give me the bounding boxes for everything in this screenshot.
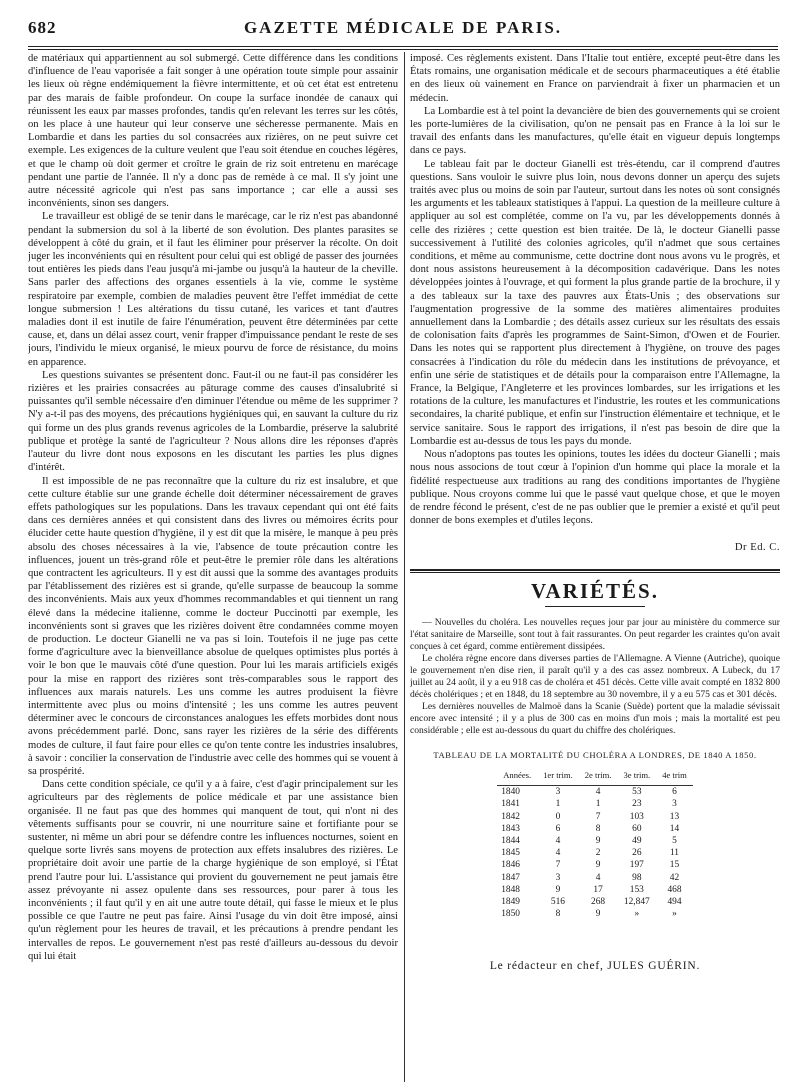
table-row	[497, 872, 693, 884]
value-cell: 4	[555, 835, 561, 846]
editor-signature: Le rédacteur en chef, JULES GUÉRIN.	[489, 960, 701, 973]
varietes-title: VARIÉTÉS.	[531, 578, 659, 603]
left-paragraph: Les questions suivantes se présentent donc. Faut-il ou ne faut-il pas considérer les rizières et les prairies consacrées au pâturage comme des causes d'insalubrité si puissantes qu'il semble nécessaire d'en diminuer l'étendue ou même de les supprimer ? N'y a-t-il pas des moyens, des précautions hygiéniques qui, en sauvant la culture du riz qui forme un des plus grands revenus agricoles de la Lombardie, préserve la salubrité publique et protège la santé de l'agriculteur ? Nous allons dire les réponses d'après l'auteur du livre dont nous exposons en les discutant les parties les plus dignes d'intérêt.	[28, 369, 398, 474]
value-cell: 1	[555, 799, 561, 810]
value-cell: 494	[667, 896, 682, 907]
table-row	[497, 835, 693, 847]
value-cell: 6	[555, 823, 561, 834]
table-row	[497, 847, 693, 859]
year-cell: 1850	[501, 909, 520, 920]
year-cell: 1843	[501, 823, 520, 834]
value-cell: 17	[593, 884, 603, 895]
table-title: TABLEAU DE LA MORTALITÉ DU CHOLÉRA A LONDRES, DE 1840 A 1850.	[433, 749, 757, 760]
value-cell: 42	[669, 872, 680, 883]
journal-title: GAZETTE MÉDICALE DE PARIS.	[243, 18, 563, 37]
left-paragraph: Il est impossible de ne pas reconnaître que la culture du riz est insalubre, et que cette culture établie sur une grande échelle doit déterminer nécessairement de graves effets pathologiques sur les populations. Dans les travaux cependant qui ont été faits dans ces dernières années et qui consistent dans des livres ou mémoires écrits pour élucider cette haute question d'hygiène, il y est dit que la misère, le manque à peu près absolu des choses nécessaires à la vie, l'absence de toute précaution contre les influences, jouent un très-grand rôle et peut-être le premier rôle dans les altérations que contractent les agriculteurs. Il y est dit aussi que la somme des avantages produits par l'établissement des rizières est si grande, qu'elle surpasse de beaucoup la somme des inconvénients. Mais aux yeux d'hommes recommandables et qui tiennent un rang élevé dans la médecine italienne, comme le docteur Puccinotti par exemple, les inconvénients sont si graves que les rizières doivent être condamnées comme moyen de production. Le docteur Gianelli ne va pas si loin. Toutefois il ne juge pas cette forme d'agriculture avec la bienveillance absolue de quelques optimistes plus portés à voir le bon que le mauvais côté d'une question. Pour lui les marais artificiels exigés pour la mise en rapport des rizières sont très-comparables sous le rapport des influences aux marais naturels. Les uns comme les autres produisent la fièvre intermittente avec plus ou moins d'intensité ; les uns comme les autres peuvent déterminer avec le concours de circonstances analogues les effets morbides dont nous avons précédemment parlé. Donc, sans rayer les rizières de la série des différents modes de culture, il faut faire pour elles ce qu'on tente contre les industries insalubres, à savoir : concilier la conservation de l'industrie avec celle des hommes qui se vouent à sa prospérité.	[28, 475, 398, 777]
value-cell: 268	[591, 896, 606, 907]
value-cell: 9	[595, 909, 601, 920]
page-header	[28, 18, 778, 44]
table-row	[497, 798, 693, 810]
column-header: 4e trim	[656, 768, 693, 786]
page-number: 682	[28, 18, 57, 37]
year-cell: 1844	[501, 835, 520, 846]
column-divider	[404, 52, 405, 1082]
value-cell: 7	[555, 860, 561, 871]
table-row	[497, 884, 693, 896]
right-column	[410, 52, 780, 1084]
value-cell: 4	[555, 848, 561, 859]
column-header: 1er trim.	[537, 768, 579, 786]
value-cell: 15	[669, 860, 680, 871]
value-cell: 468	[667, 884, 682, 895]
varietes-paragraph: Les dernières nouvelles de Malmoë dans la Scanie (Suède) portent que la maladie sévissait encore avec intensité ; il y a plus de 300 cas en moins d'un mois ; mais la mortalité est peu considérable ; elle est au-dessous du quart du chiffre des cholériques.	[410, 700, 780, 736]
value-cell: 8	[595, 823, 601, 834]
section-separator	[410, 569, 780, 573]
value-cell: 9	[595, 835, 601, 846]
value-cell: 197	[629, 860, 644, 871]
table-row	[497, 811, 693, 823]
article-signature: Dr Ed. C.	[734, 542, 780, 554]
value-cell: 14	[669, 823, 680, 834]
cholera-mortality-table	[497, 768, 693, 920]
table-header-row	[497, 768, 693, 786]
value-cell: 9	[595, 860, 601, 871]
table-body	[497, 786, 693, 921]
value-cell: 3	[672, 799, 677, 810]
table-row	[497, 908, 693, 920]
value-cell: 23	[632, 799, 642, 810]
varietes-paragraph: — Nouvelles du choléra. Les nouvelles reçues jour par jour au ministère du commerce sur l'état sanitaire de Marseille, sont tout à fait rassurantes. On peut regarder les craintes qu'on avait conçues à cet égard, comme entièrement dissipées.	[410, 616, 780, 652]
value-cell: 3	[555, 787, 561, 798]
year-cell: 1849	[501, 896, 520, 907]
value-cell: 49	[632, 835, 642, 846]
left-paragraph: Le travailleur est obligé de se tenir dans le marécage, car le riz n'est pas abandonné pendant la submersion du sol à la liberté de son évolution. Des plantes parasites se développent à côté du grain, et il faut les éliminer pour préserver la récolte. On doit juger les inconvénients qui en résultent pour celui qui est obligé de passer des journées tout entières les pieds dans l'eau jusqu'à mi-jambe ou jusqu'à la hauteur de la cheville. Sans parler des affections des organes essentiels à la vie, comme le système respiratoire par exemple, combien de maladies peuvent être l'effet immédiat de cette longue submersion ! Les altérations du tissu cutané, les varices et tant d'autres maladies dont il est inutile de faire l'énumération, peuvent être déterminées par cette cause, et, dans un délai assez court, venir frapper d'impuissance pendant le reste de ses jours, l'individu le mieux organisé, le mieux pourvu de force de résistance, du moins en apparence.	[28, 211, 398, 368]
table-row	[497, 823, 693, 835]
year-cell: 1845	[501, 848, 520, 859]
value-cell: 11	[669, 848, 679, 859]
value-cell: 6	[672, 787, 677, 798]
left-paragraph: de matériaux qui appartiennent au sol submergé. Cette différence dans les conditions d'influence de l'eau vaporisée a fait songer à une opération toute simple pour assainir les lieux où règne endémiquement la fièvre intermittente, et où cet état est entretenu par des marais de faible profondeur. On coupe la surface inondée de canaux qui réunissent les eaux par masses profondes, tandis qu'en relevant les terres sur les côtés, on les place à une hauteur qui leur conserve une sécheresse permanente. Mais en Lombardie et dans les parties du sol consacrées aux rizières, on ne peut suivre cet exemple. Les exigences de la culture veulent que l'eau soit étendue en couches légères, et que le champ où doit germer et croître le grain de riz soit entretenu en marécage pendant une partie de l'année. Il n'y a donc pas de remède à ce mal. Il s'y joint une autre nécessité agricole qui n'est pas sans importance ; car elle a aussi ses inconvénients, sinon ses dangers.	[28, 53, 398, 210]
value-cell: 2	[595, 848, 601, 859]
left-paragraph: Dans cette condition spéciale, ce qu'il y a à faire, c'est d'agir principalement sur les agriculteurs par des règlements de police médicale et par une assistance bien organisée. Il ne faut pas que des hommes qui manquent de tout, qui n'ont ni des vêtements suffisants pour se couvrir, ni une nourriture saine et fortifiante pour se sustenter, ni même un abri pour se défendre contre les influences nocturnes, soient en quelque sorte livrés sans moyens de protection aux effets insalubres des rizières. Le propriétaire doit avoir une partie de la charge hygiénique de son employé, si l'État prend l'autre pour lui. L'assistance qui provient du gouvernement ne peut jamais être assez prévoyante ni assez opulente dans ses ressources, pour parer à tous les inconvénients ; il faut qu'il y en ait une autre toute détail, qui fasse le mieux et le plus possible ce que l'autre ne peut pas faire. Ainsi l'usage du vin doit être imposé, ainsi qu'un règlement pour les heures de travail, et les précautions à prendre pendant les intervalles de repos. Le gouvernement n'est pas resté d'ailleurs au-dessous du devoir qui lui était	[28, 779, 398, 962]
table-row	[497, 859, 693, 871]
title-underline	[545, 606, 645, 607]
value-cell: 9	[555, 884, 561, 895]
header-rule	[28, 46, 778, 50]
column-header: Années.	[497, 768, 537, 786]
left-column	[28, 52, 398, 1084]
varietes-paragraph: Le choléra règne encore dans diverses parties de l'Allemagne. A Vienne (Autriche), quoique le gouvernement n'en dise rien, il paraît qu'il y a des cas assez nombreux. A Lubeck, du 17 juillet au 24 août, il y a eu 918 cas de choléra et 451 décès. Cette ville avait compté en 1832 800 décès cholériques ; et en 1848, du 18 septembre au 30 novembre, il y a eu 575 cas et 301 décès.	[410, 652, 780, 700]
column-header: 3e trim.	[617, 768, 656, 786]
value-cell: 4	[595, 872, 601, 883]
value-cell: 4	[595, 787, 601, 798]
value-cell: 12,847	[623, 896, 650, 907]
right-paragraph: imposé. Ces règlements existent. Dans l'Italie tout entière, excepté peut-être dans les États romains, une organisation médicale et de secours pharmaceutiques a été établie en des lieux où vainement en France on parviendrait à fixer un pharmacien et un médecin.	[410, 53, 780, 104]
value-cell: 13	[669, 811, 680, 822]
value-cell: 7	[595, 811, 601, 822]
value-cell: 8	[555, 909, 561, 920]
year-cell: 1842	[501, 811, 520, 822]
varietes-body	[410, 617, 780, 737]
value-cell: 5	[672, 835, 677, 846]
value-cell: 60	[632, 823, 642, 834]
table-row	[497, 896, 693, 908]
year-cell: 1840	[501, 787, 520, 798]
value-cell: 153	[629, 884, 644, 895]
table-row	[497, 786, 693, 799]
value-cell: 26	[632, 848, 642, 859]
value-cell: 0	[555, 811, 561, 822]
right-paragraph: Nous n'adoptons pas toutes les opinions, toutes les idées du docteur Gianelli ; mais nous nous associons de tout cœur à l'opinion d'un homme qui place la morale et la fidélité respectueuse aux traditions au rang des conditions importantes de l'hygiène publique. Nous croyons comme lui que le passé vaut quelque chose, et que le moyen de rendre fécond le présent, c'est de ne pas oublier que le premier a existé et qu'il peut donner de bons exemples et d'utiles leçons.	[410, 449, 780, 527]
column-header: 2e trim.	[579, 768, 618, 786]
value-cell: 103	[629, 811, 644, 822]
right-paragraph: Le tableau fait par le docteur Gianelli est très-étendu, car il comprend d'autres questions. Sans vouloir le suivre plus loin, nous devons donner un aperçu des sujets traités avec plus ou moins de soin par l'auteur, surtout dans les notes où sont consignés les arguments et les tableaux statistiques à l'appui. La question de la meilleure culture à appliquer au sol est complétée, comme on l'a vu, par les développements donnés à celle des rizières ; cette question est bien traitée. De là, le docteur Gianelli passe successivement à l'utilité des colonies agricoles, qu'il n'admet que sous certaines conditions, et même au communisme, cette doctrine dont nous avons vu le progrès, et dont nous assistons heureusement à la décomposition cadavérique. Dans les notes développées jointes à l'ouvrage, et qui forment la plus grande partie de la brochure, il y a des tableaux sur la taxe des pauvres aux États-Unis ; des observations sur l'augmentation progressive de la somme des matières alimentaires produites annuellement dans la Lombardie ; des détails assez curieux sur les résultats des essais de colonisation faits d'après les programmes de Saint-Simon, d'Owen et de Fourier. Dans les notes qui se rapportent plus directement à l'hygiène, on trouve des pages consacrées à l'indication du rôle du médecin dans les institutions de prévoyance, et enfin une série de statistiques et de détails pour la comparaison entre l'Allemagne, la France, la Belgique, l'Angleterre et les provinces lombardes, sur les irrigations et les rotations de la culture, les manufactures et l'industrie, les routes et les communications secondaires, la charité publique, et enfin sur l'instruction élémentaire et technique, et le service sanitaire. Sous le rapport des irrigations, il n'est pas besoin de dire que la Lombardie est au-dessus de tous les pays du monde.	[410, 158, 780, 447]
value-cell: 1	[595, 799, 601, 810]
value-cell: 53	[632, 787, 642, 798]
right-paragraph: La Lombardie est à tel point la devancière de bien des gouvernements qui se croient les porte-lumières de la civilisation, qu'on ne pensait pas en France à la loi sur le travail des enfants dans les manufactures, qu'elle était en vigueur depuis longtemps dans ce pays.	[410, 105, 780, 157]
value-cell: 516	[550, 896, 565, 907]
year-cell: 1841	[501, 799, 520, 810]
value-cell: »	[672, 909, 677, 920]
year-cell: 1848	[501, 884, 520, 895]
value-cell: 98	[632, 872, 642, 883]
year-cell: 1847	[501, 872, 520, 883]
value-cell: 3	[555, 872, 561, 883]
year-cell: 1846	[501, 860, 520, 871]
value-cell: »	[634, 909, 640, 920]
